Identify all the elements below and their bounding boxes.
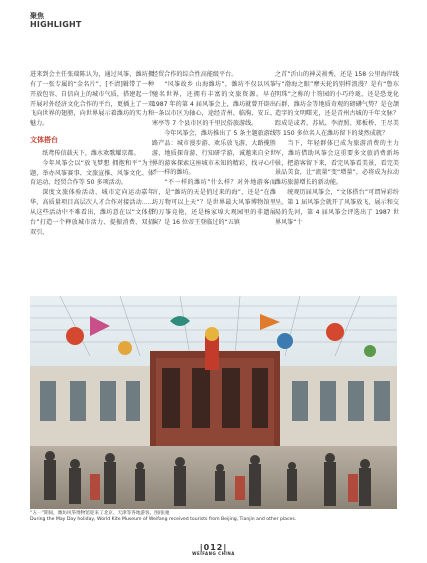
article-paragraph: 纸鸢传信载天下，潍水欢歌耀京都。 [42,149,140,157]
caption-zh: “五一”期间，潍坊风筝博物馆迎来了北京、天津等各地游客。图/张驰 [30,511,170,516]
photo-caption [30,511,410,523]
article-paragraph: 今年风筝会，潍坊推出了 5 条主题旅游线路产品：城市漫步游、欢乐放飞游、大路揽胜游、地质探奇游、行知研学游，诚邀来自全世界的游客探索这座城市未知的精彩，找寻心中不一样的潍坊。 [152,130,276,177]
page-number: |012| [199,543,228,552]
museum-photo [30,296,397,509]
article-paragraph: 进来到会主任张瑞陈认为，通过风筝，潍坊拥有了一张专属的“金名片”，[不清]辑带了一种开放包容、自信向上的城市气质，搭建起一个开展对外经济文化合作的平台，更插上了一双飞向世界的翅膀，向世界展示着潍坊的实力和魅力。 [30,71,154,128]
section-header [30,12,82,29]
article-paragraph: 深度文旅体验活动、城市定向运动嘉年华、高质量项目高层次人才合作对接活动……从这些活动中不难看出，潍坊意在以“文体搭台”打造一个释放城市活力、提振消费、双招双引、 [30,189,154,236]
section-label-en: HIGHLIGHT [30,20,82,29]
article-paragraph: “不一样的潍坊”什么样？对外地游客而言，是“潍坊的天是俏过来的海”，还是“在潍坊万物可以上天”？是世界最大风筝博物馆里的万筝竞艳，还是杨家埠大观园里的非遗展演？是 16 位帝王登临过的“五镇 [152,179,276,226]
text-column-1 [30,70,154,296]
page-footer [0,543,427,556]
article-paragraph: 今年风筝会以“放飞梦想 拥抱和平”为主题，举办风筝赛事、文旅宣推、风筝文化、体育运动、经贸合作等 50 多项活动。 [30,159,154,187]
section-subheading: 文体搭台 [30,136,58,145]
article-paragraph: “风筝故乡 山海潍坊”，潍坊不仅以风筝驰名世界，还拥有丰富的文旅资源。早在 1987 年的第 4 届风筝会上，潍坊就曾开辟出一条以市区为轴心，途经青州、临朐、安丘、寒亭等 7 个县市区的千里民俗旅游线。 [152,80,276,128]
section-label-zh: 聚焦 [30,12,44,20]
article-paragraph: 经贸合作的综合性高能级平台。 [152,71,238,78]
magazine-name: WEIFANG CHINA [192,551,235,556]
article-paragraph: 当下，年轻群体已成为旅游消费的主力军，潍坊借助风筝会这重要多文旅消费新场景，把游客留下来，看完风筝看美景，看完美景品美食，让“流量”变“增量”，必将成为拉动潍坊旅游增长的新动能。 [275,139,399,187]
article-paragraph: 之首”沂山的神灵祓秀，还是 158 公里海岸线与“渤海之眼”摩天轮的别样浪漫？是有“鲁东明珠”之称的十笏园的小巧玲珑，还是恐龙化石群、潍坊金等地质奇观的磅礴气势？是仓颉造字的文明曙光，还是青州古城的千年文脉？踪成是或者、苏轼、李清照、郑板桥、王尽美等 150 多位名人在潍坊留下的斐然成就？ [275,71,399,138]
text-column-2 [152,70,276,296]
text-column-3 [275,70,399,296]
article-paragraph: 统观历届风筝会，“文体搭台”可谓异彩纷呈。第 1 届风筝会就开了风筝放飞、展示和交易的先河，第 4 届风筝会评选出了 1987 世界风筝“十 [275,189,399,226]
caption-en: During the May Day holiday, World Kite Museum of Weifang received tourists from Beijing, Tianjin and other places. [30,517,297,523]
